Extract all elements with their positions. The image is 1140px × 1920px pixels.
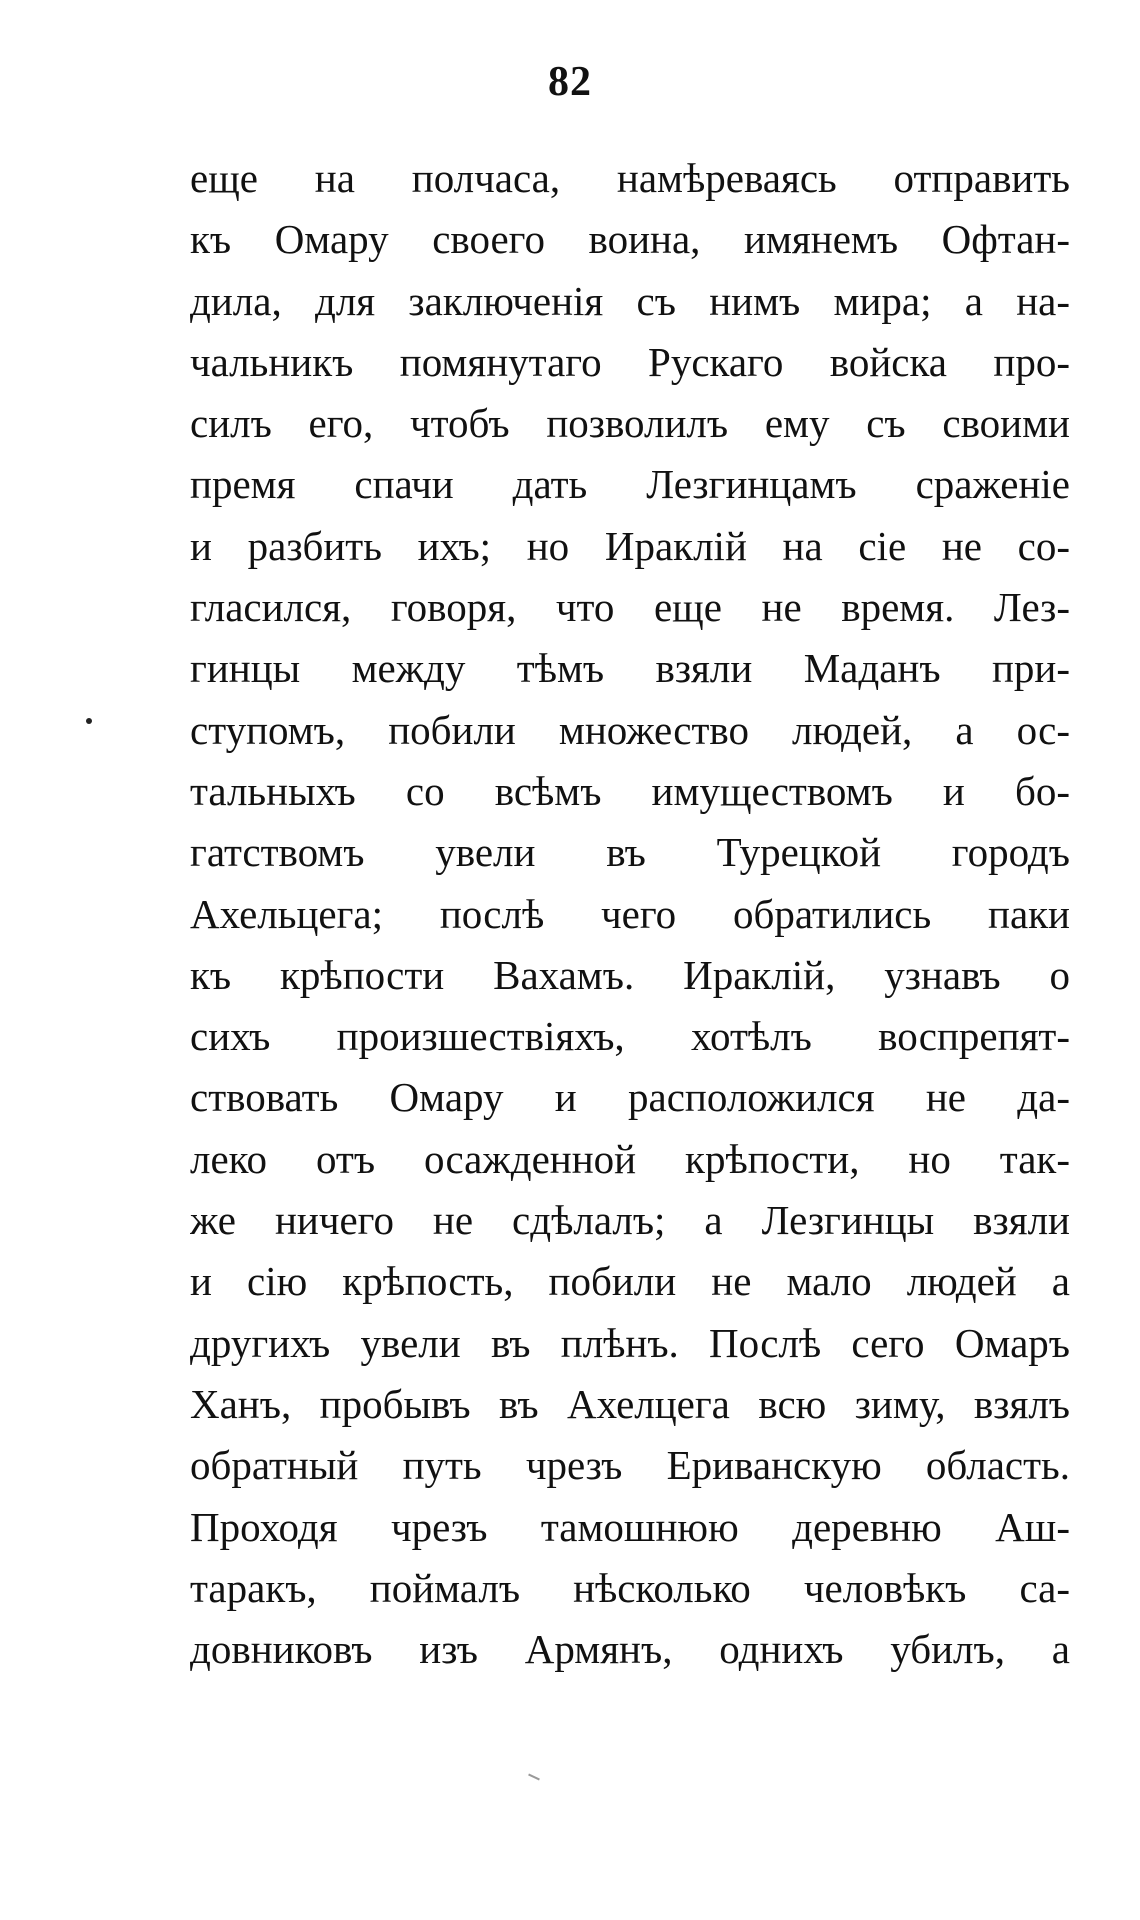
text-line: же ничего не сдѣлалъ; а Лезгинцы взяли [190,1197,1070,1244]
text-line: таракъ, поймалъ нѣсколько человѣкъ са- [190,1564,1070,1611]
text-line: ствовать Омару и расположился не да- [190,1074,1070,1121]
text-line: премя спачи дать Лезгинцамъ сраженіе [190,461,1070,508]
body-text [190,148,1070,1680]
text-line: къ Омару своего воина, имянемъ Офтан- [190,216,1070,263]
text-line: другихъ увели въ плѣнъ. Послѣ сего Омаръ [190,1319,1070,1366]
text-line: дила, для заключенія съ нимъ мира; а на- [190,277,1070,324]
bottom-speck [528,1774,540,1781]
text-line: ступомъ, побили множество людей, а ос- [190,706,1070,753]
text-line: Ахельцега; послѣ чего обратились паки [190,890,1070,937]
text-line: къ крѣпости Вахамъ. Ираклій, узнавъ о [190,951,1070,998]
text-line: Ханъ, пробывъ въ Ахелцега всю зиму, взялъ [190,1380,1070,1427]
text-line: Проходя чрезъ тамошнюю деревню Аш- [190,1503,1070,1550]
text-line: и сію крѣпость, побили не мало людей а [190,1258,1070,1305]
text-line: силъ его, чтобъ позволилъ ему съ своими [190,400,1070,447]
text-line: довниковъ изъ Армянъ, однихъ убилъ, а [190,1626,1070,1673]
text-line: еще на полчаса, намѣреваясь отправить [190,155,1070,201]
page-number: 82 [548,59,592,105]
margin-dot [86,718,92,724]
text-line: гинцы между тѣмъ взяли Маданъ при- [190,645,1070,692]
text-line: гласился, говоря, что еще не время. Лез- [190,584,1070,631]
text-line: гатствомъ увели въ Турецкой городъ [190,829,1070,876]
text-line: и разбить ихъ; но Ираклій на сіе не со- [190,522,1070,569]
text-line: леко отъ осажденной крѣпости, но так- [190,1135,1070,1182]
text-line: тальныхъ со всѣмъ имуществомъ и бо- [190,767,1070,814]
text-line: обратный путь чрезъ Ериванскую область. [190,1442,1070,1489]
text-line: сихъ произшествіяхъ, хотѣлъ воспрепят- [190,1013,1070,1060]
text-line: чальникъ помянутаго Рускаго войска про- [190,338,1070,385]
